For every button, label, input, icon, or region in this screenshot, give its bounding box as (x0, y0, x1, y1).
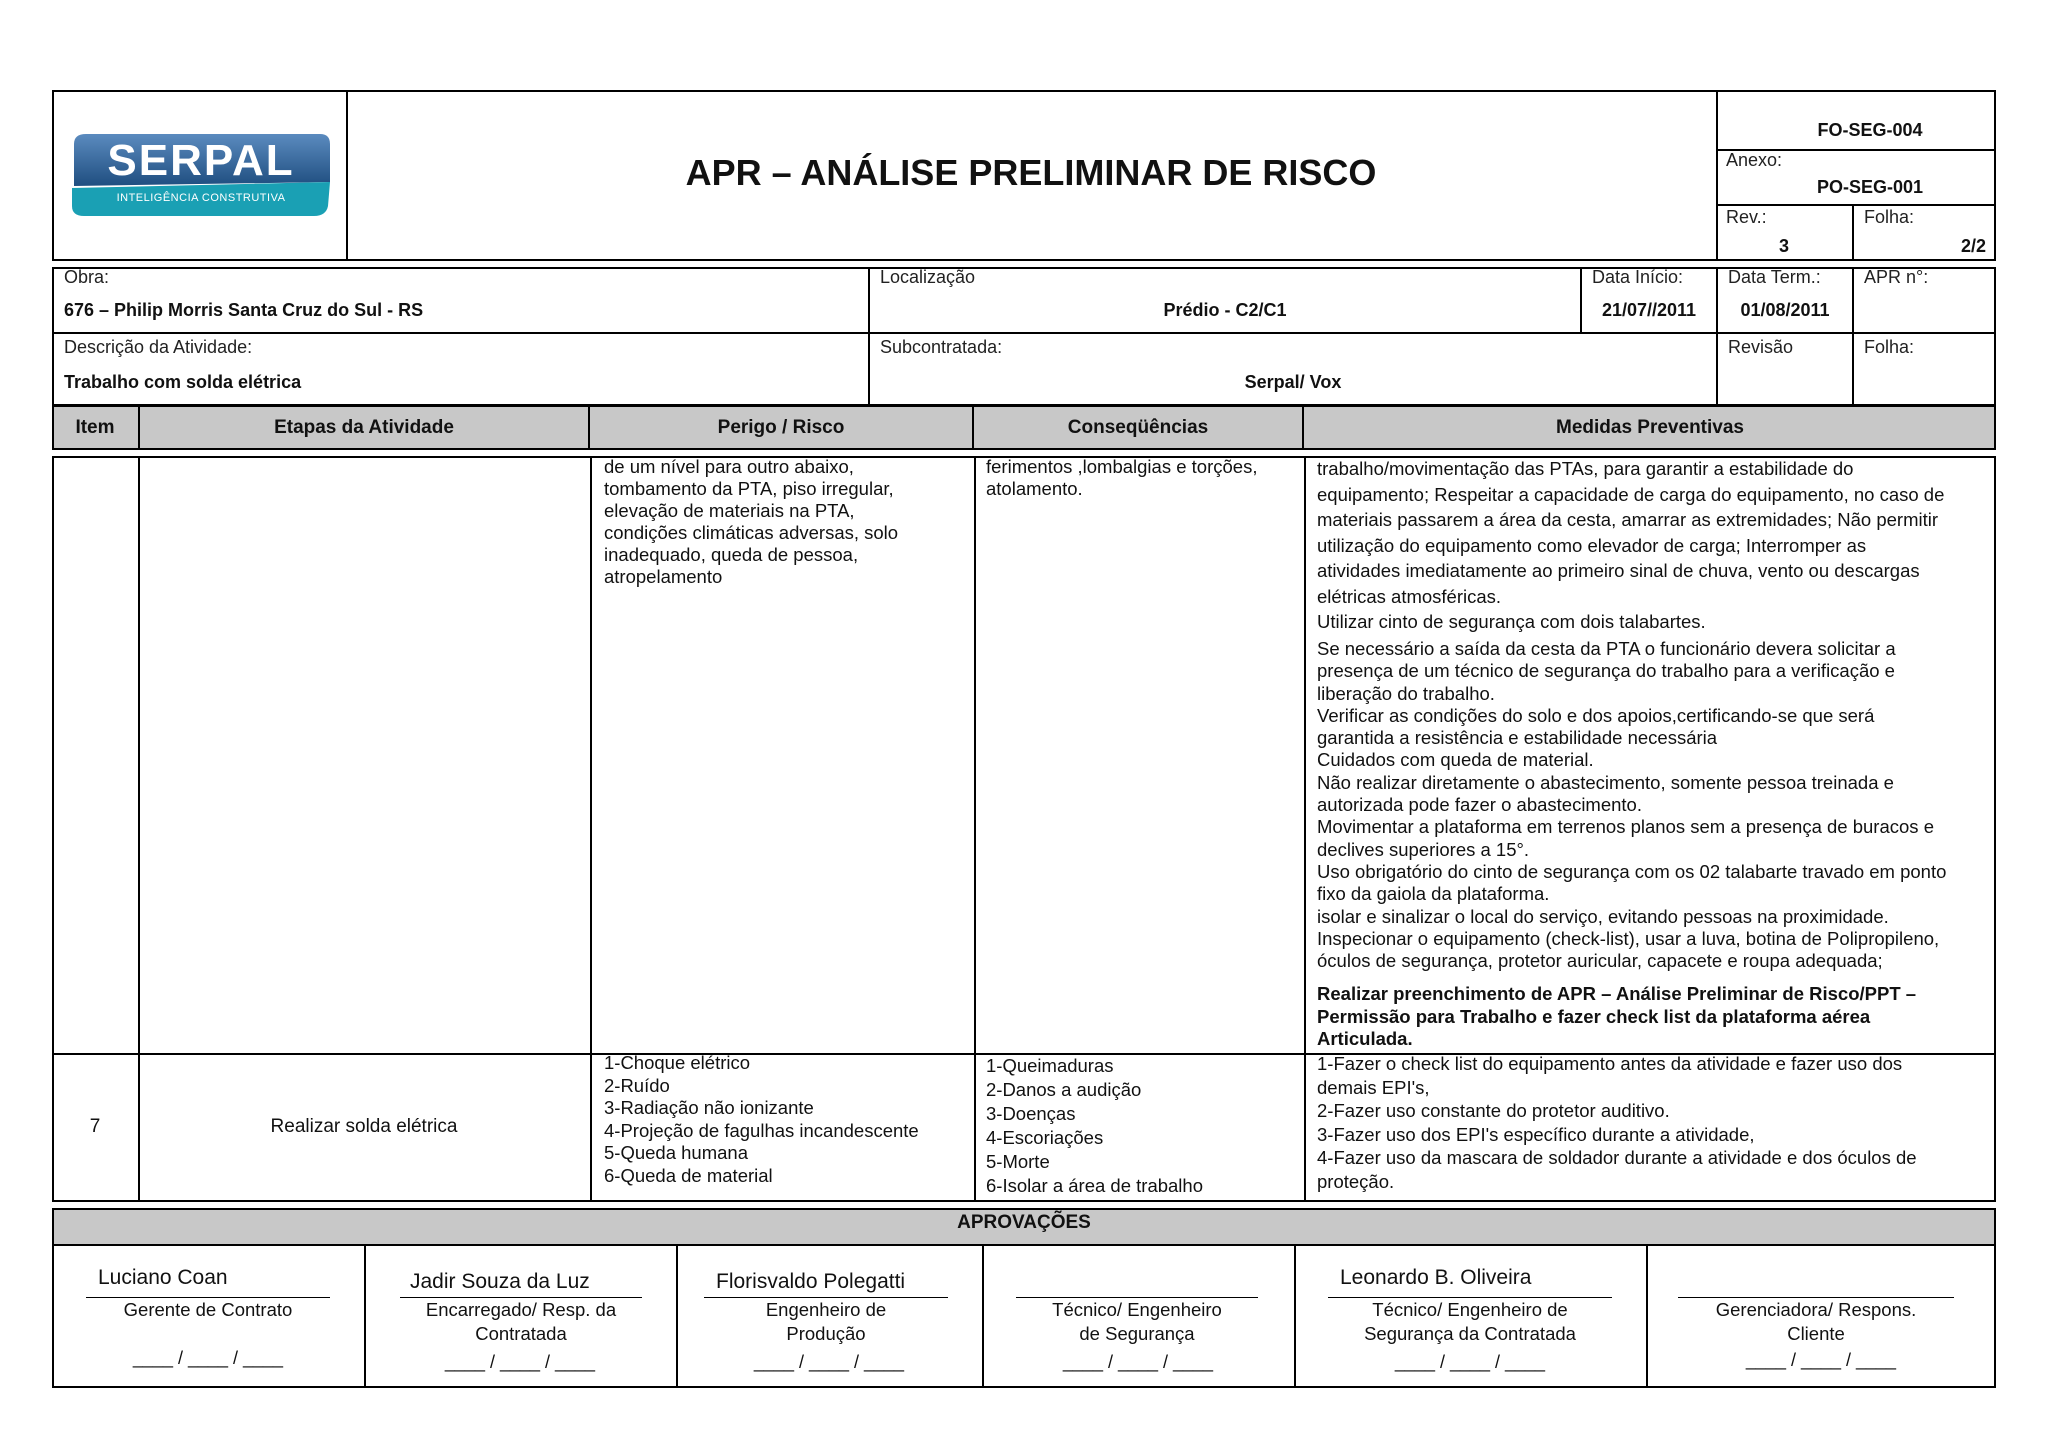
subcontratada-label: Subcontratada: (880, 337, 1003, 357)
signer-1-date: ____ / ____ / ____ (132, 1348, 284, 1368)
column-header-etapas: Etapas da Atividade (138, 405, 590, 450)
signer-6-date: ____ / ____ / ____ (1745, 1350, 1897, 1370)
signer-3-date: ____ / ____ / ____ (753, 1352, 905, 1372)
localizacao-value: Prédio - C2/C1 (1163, 300, 1287, 320)
info-col-divider-4 (1852, 267, 1854, 406)
data-term-label: Data Term.: (1728, 267, 1821, 287)
logo-main-text: SERPAL (107, 136, 295, 185)
signer-1-role: Gerente de Contrato (123, 1299, 293, 1320)
signer-2-role: Encarregado/ Resp. da Contratada (425, 1299, 617, 1344)
sheet-label: Folha: (1864, 207, 1915, 227)
column-header-item: Item (75, 416, 115, 438)
subcontratada-value: Serpal/ Vox (1244, 372, 1342, 392)
signer-2-name: Jadir Souza da Luz (410, 1270, 590, 1293)
signer-2-date: ____ / ____ / ____ (444, 1352, 596, 1372)
table-row-2-perigo: 1-Choque elétrico 2-Ruído 3-Radiação não ionizante 4-Projeção de fagulhas incandescente 5-Queda humana 6-Queda de material (604, 1052, 919, 1186)
descricao-value: Trabalho com solda elétrica (64, 372, 302, 392)
apr-number-label: APR n°: (1864, 267, 1929, 287)
info-col-divider-3 (1716, 267, 1718, 406)
obra-value: 676 – Philip Morris Santa Cruz do Sul - RS (64, 300, 424, 320)
signer-6-role: Gerenciadora/ Respons. Cliente (1715, 1299, 1917, 1344)
signer-5-date: ____ / ____ / ____ (1394, 1352, 1546, 1372)
column-header-consequencias: Conseqüências (974, 405, 1304, 450)
table-row-1-medidas: trabalho/movimentação das PTAs, para garantir a estabilidade do equipamento; Respeitar a capacidade de carga do equipamento, no caso de materiais passarem a área da cesta, amarrar as extremidades; Não permitir utilização do equipamento como elevador de carga; Interromper as atividades imediatamente ao primeiro sinal de chuva, vento ou descargas elétricas atmosféricas. Utilizar cinto de segurança com dois talabartes. (1317, 458, 1945, 632)
page-title: APR – ANÁLISE PRELIMINAR DE RISCO (685, 152, 1377, 193)
signer-3-name: Florisvaldo Polegatti (716, 1270, 906, 1293)
data-inicio-value: 21/07//2011 (1601, 300, 1697, 320)
signer-5-name: Leonardo B. Oliveira (1340, 1266, 1532, 1289)
signer-4-date: ____ / ____ / ____ (1062, 1352, 1214, 1372)
table-col-divider-4 (1304, 456, 1306, 1202)
table-col-divider-1 (138, 456, 140, 1202)
table-row-1-medidas-bold: Realizar preenchimento de APR – Análise Preliminar de Risco/PPT – Permissão para Trabalho e fazer check list da plataforma aérea Articulada. (1317, 983, 1917, 1049)
signer-5-role: Técnico/ Engenheiro de Segurança da Contratada (1364, 1299, 1576, 1344)
rev-label: Rev.: (1726, 207, 1767, 227)
column-header-perigo: Perigo / Risco (590, 405, 974, 450)
column-header-medidas: Medidas Preventivas (1556, 416, 1744, 438)
table-row-2-item: 7 (89, 1116, 101, 1137)
logo-sub-text: INTELIGÊNCIA CONSTRUTIVA (116, 192, 286, 204)
rev-sheet-divider (1852, 206, 1854, 261)
table-col-divider-2 (590, 456, 592, 1202)
annex-value: PO-SEG-001 (1816, 177, 1924, 197)
data-inicio-label: Data Início: (1592, 267, 1684, 287)
approvals-title: APROVAÇÕES (957, 1212, 1091, 1233)
signer-1-name: Luciano Coan (98, 1266, 228, 1289)
table-row-1-medidas-cont: Se necessário a saída da cesta da PTA o funcionário devera solicitar a presença de um técnico de segurança do trabalho para a verificação e liberação do trabalho. Verificar as condições do solo e dos apoios,certificando-se que será garantida a resistência e estabilidade necessária Cuidados com queda de material. Não realizar diretamente o abastecimento, somente pessoa treinada e autorizada pode fazer o abastecimento. Movimentar a plataforma em terrenos planos sem a presença de buracos e declives superiores a 15°. Uso obrigatório do cinto de segurança com os 02 talabarte travado em ponto fixo da gaiola da plataforma. isolar e sinalizar o local do serviço, evitando pessoas na proximidade. Inspecionar o equipamento (check-list), usar a luva, botina de Polipropileno, óculos de segurança, protetor auricular, capacete e roupa adequada; (1317, 638, 1947, 972)
rev-value: 3 (1778, 236, 1789, 256)
company-logo (68, 130, 334, 222)
table-row-2-etapa: Realizar solda elétrica (270, 1116, 458, 1137)
folha-label: Folha: (1864, 337, 1915, 357)
signer-3-role: Engenheiro de Produção (765, 1299, 887, 1344)
table-row-2-medidas: 1-Fazer o check list do equipamento antes da atividade e fazer uso dos demais EPI's, 2-Fazer uso constante do protetor auditivo. 3-Fazer uso dos EPI's específico durante a atividade, 4-Fazer uso da mascara de soldador durante a atividade e dos óculos de proteção. (1317, 1053, 1917, 1192)
table-row-2-consequencias: 1-Queimaduras 2-Danos a audição 3-Doenças 4-Escoriações 5-Morte 6-Isolar a área de trabalho (986, 1055, 1203, 1196)
table-col-divider-3 (974, 456, 976, 1202)
table-row-1-perigo: de um nível para outro abaixo, tombamento da PTA, piso irregular, elevação de materiais na PTA, condições climáticas adversas, solo inadequado, queda de pessoa, atropelamento (604, 456, 899, 587)
signer-4-role: Técnico/ Engenheiro de Segurança (1052, 1299, 1222, 1344)
sheet-value: 2/2 (1960, 236, 1986, 256)
annex-label: Anexo: (1726, 150, 1783, 170)
table-row-1-consequencias: ferimentos ,lombalgias e torções, atolamento. (986, 456, 1258, 499)
revisao-label: Revisão (1728, 337, 1794, 357)
obra-label: Obra: (64, 267, 110, 287)
localizacao-label: Localização (880, 267, 976, 287)
form-code: FO-SEG-004 (1817, 120, 1923, 140)
descricao-label: Descrição da Atividade: (64, 337, 253, 357)
data-term-value: 01/08/2011 (1740, 300, 1830, 320)
